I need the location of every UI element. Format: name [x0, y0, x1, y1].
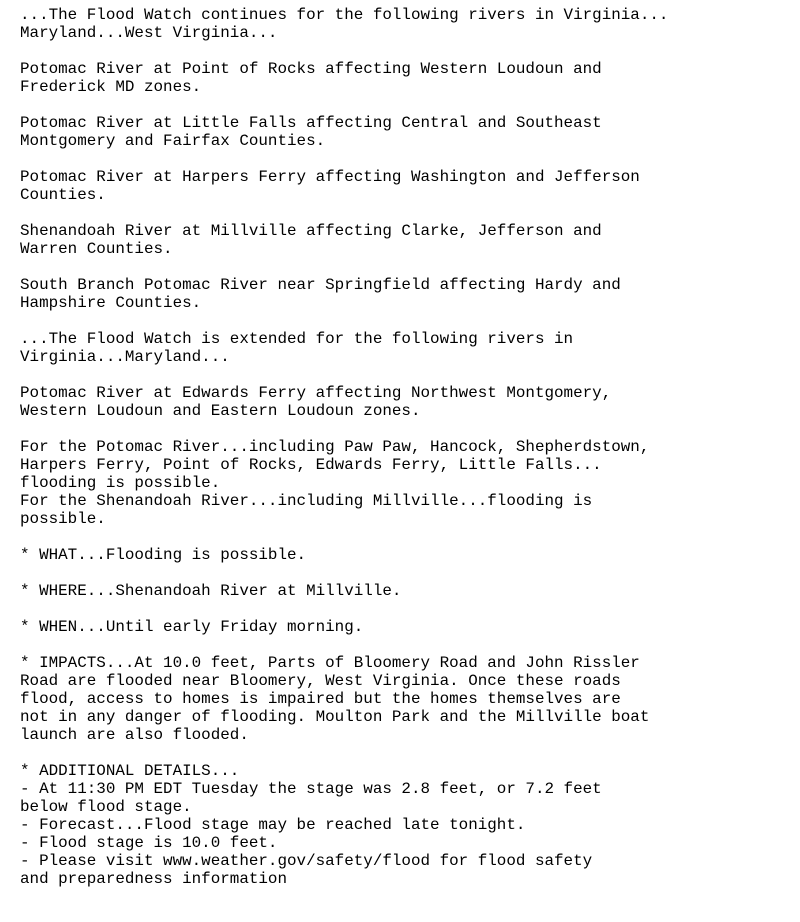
- blank-line: [20, 96, 790, 114]
- bulletin-line: below flood stage.: [20, 798, 192, 816]
- blank-line: [20, 564, 790, 582]
- bulletin-line: * IMPACTS...At 10.0 feet, Parts of Bloomery Road and John Rissler: [20, 654, 640, 672]
- blank-line: [20, 636, 790, 654]
- bulletin-line: * WHEN...Until early Friday morning.: [20, 618, 364, 636]
- bulletin-line: * WHERE...Shenandoah River at Millville.: [20, 582, 402, 600]
- bulletin-line: Virginia...Maryland...: [20, 348, 230, 366]
- blank-line: [20, 528, 790, 546]
- bulletin-line: ...The Flood Watch is extended for the following rivers in: [20, 330, 574, 348]
- flood-watch-bulletin: [20, 6, 790, 888]
- bulletin-line: For the Shenandoah River...including Millville...flooding is: [20, 492, 593, 510]
- bulletin-line: not in any danger of flooding. Moulton Park and the Millville boat: [20, 708, 650, 726]
- bulletin-line: Counties.: [20, 186, 106, 204]
- blank-line: [20, 312, 790, 330]
- bulletin-line: - Forecast...Flood stage may be reached late tonight.: [20, 816, 526, 834]
- bulletin-line: Potomac River at Little Falls affecting Central and Southeast: [20, 114, 602, 132]
- bulletin-line: * ADDITIONAL DETAILS...: [20, 762, 240, 780]
- bulletin-line: Potomac River at Point of Rocks affecting Western Loudoun and: [20, 60, 602, 78]
- bulletin-line: flood, access to homes is impaired but the homes themselves are: [20, 690, 621, 708]
- bulletin-line: Frederick MD zones.: [20, 78, 202, 96]
- bulletin-line: Potomac River at Edwards Ferry affecting Northwest Montgomery,: [20, 384, 612, 402]
- blank-line: [20, 204, 790, 222]
- bulletin-line: Western Loudoun and Eastern Loudoun zones.: [20, 402, 421, 420]
- bulletin-line: possible.: [20, 510, 106, 528]
- bulletin-line: flooding is possible.: [20, 474, 221, 492]
- bulletin-line: Potomac River at Harpers Ferry affecting Washington and Jefferson: [20, 168, 640, 186]
- bulletin-line: Maryland...West Virginia...: [20, 24, 278, 42]
- bulletin-line: Hampshire Counties.: [20, 294, 202, 312]
- bulletin-line: - Please visit www.weather.gov/safety/flood for flood safety: [20, 852, 593, 870]
- blank-line: [20, 150, 790, 168]
- blank-line: [20, 600, 790, 618]
- bulletin-line: - At 11:30 PM EDT Tuesday the stage was 2.8 feet, or 7.2 feet: [20, 780, 602, 798]
- bulletin-line: For the Potomac River...including Paw Paw, Hancock, Shepherdstown,: [20, 438, 650, 456]
- blank-line: [20, 42, 790, 60]
- bulletin-line: ...The Flood Watch continues for the following rivers in Virginia...: [20, 6, 669, 24]
- bulletin-line: and preparedness information: [20, 870, 288, 888]
- bulletin-line: - Flood stage is 10.0 feet.: [20, 834, 278, 852]
- bulletin-line: Warren Counties.: [20, 240, 173, 258]
- bulletin-line: Shenandoah River at Millville affecting Clarke, Jefferson and: [20, 222, 602, 240]
- bulletin-line: Road are flooded near Bloomery, West Virginia. Once these roads: [20, 672, 621, 690]
- bulletin-line: * WHAT...Flooding is possible.: [20, 546, 307, 564]
- bulletin-line: Montgomery and Fairfax Counties.: [20, 132, 326, 150]
- bulletin-line: Harpers Ferry, Point of Rocks, Edwards Ferry, Little Falls...: [20, 456, 602, 474]
- bulletin-line: launch are also flooded.: [20, 726, 249, 744]
- blank-line: [20, 366, 790, 384]
- bulletin-line: South Branch Potomac River near Springfield affecting Hardy and: [20, 276, 621, 294]
- blank-line: [20, 420, 790, 438]
- blank-line: [20, 744, 790, 762]
- blank-line: [20, 258, 790, 276]
